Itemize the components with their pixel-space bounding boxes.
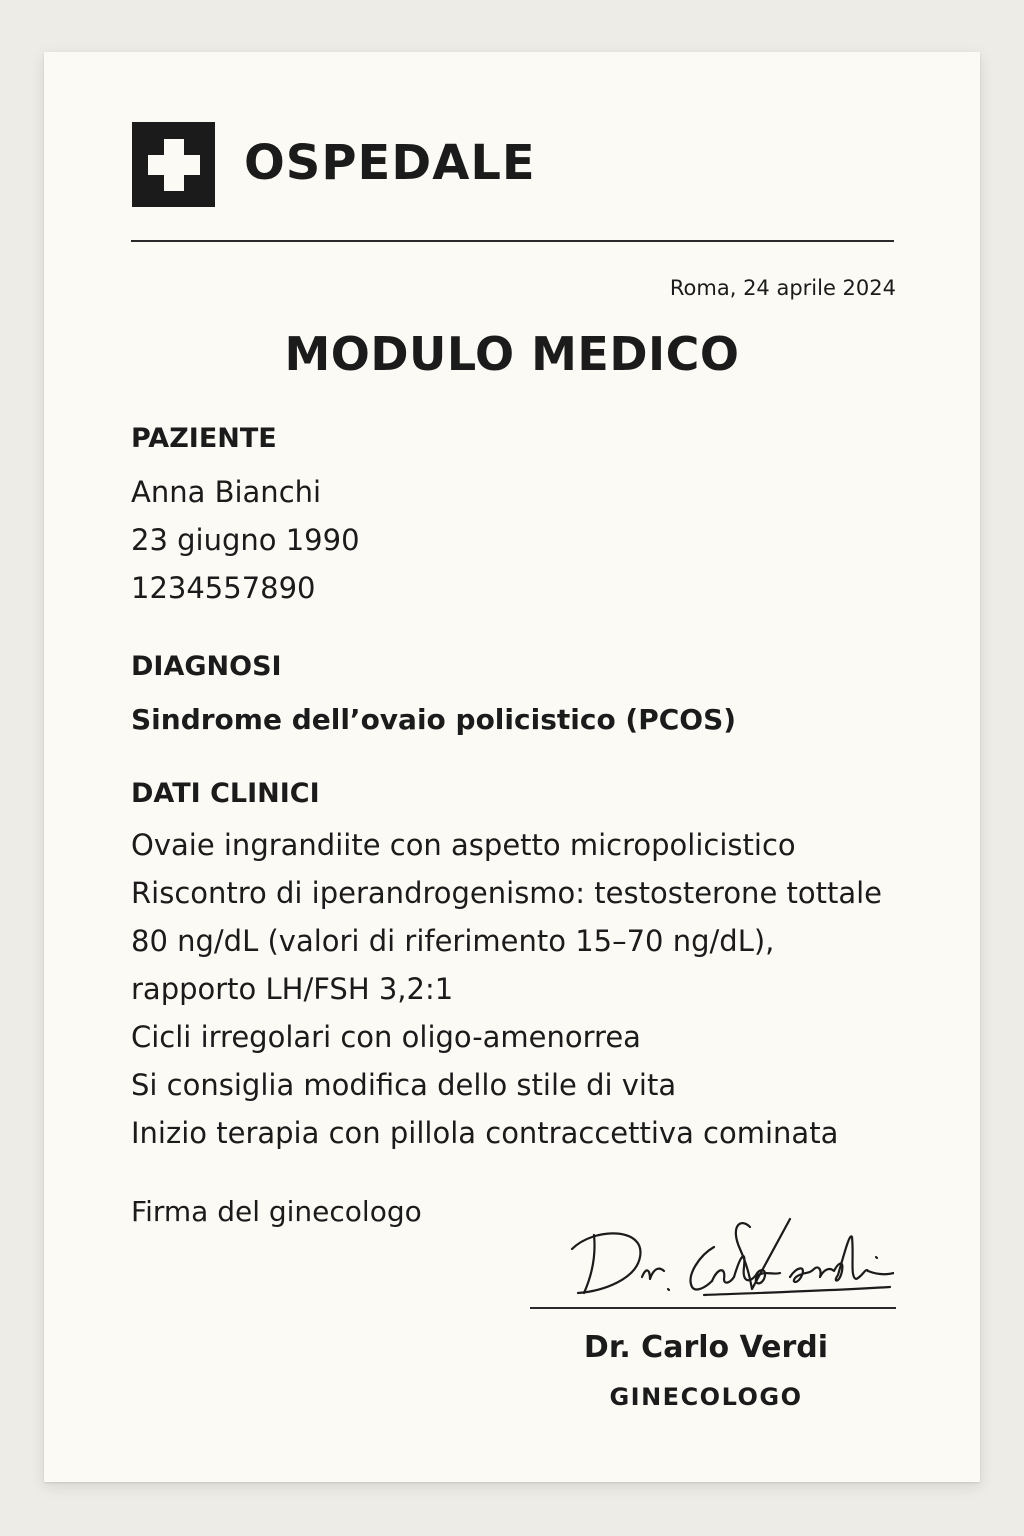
- clinical-data-list: [131, 821, 882, 1157]
- signature-label: Firma del ginecologo: [131, 1195, 422, 1228]
- diagnosis-text: Sindrome dell’ovaio policistico (PCOS): [131, 703, 737, 736]
- medical-form-sheet: [44, 52, 980, 1482]
- page-title: MODULO MEDICO: [284, 327, 740, 381]
- header-divider: [131, 240, 894, 242]
- place-date: Roma, 24 aprile 2024: [669, 276, 896, 300]
- signature-line: [530, 1307, 896, 1309]
- doctor-name: Dr. Carlo Verdi: [583, 1330, 829, 1365]
- clinical-line: Cicli irregolari con oligo-amenorrea: [131, 1020, 641, 1054]
- clinical-line: rapporto LH/FSH 3,2:1: [131, 972, 454, 1006]
- clinical-section-label: DATI CLINICI: [131, 778, 320, 809]
- clinical-line: Riscontro di iperandrogenismo: testosterone tottale: [131, 876, 883, 910]
- clinical-line: Si consiglia modifica dello stile di vita: [131, 1068, 677, 1102]
- hospital-name: OSPEDALE: [244, 135, 536, 191]
- hospital-cross-icon: [132, 122, 215, 207]
- clinical-line: Inizio terapia con pillola contraccettiva cominata: [131, 1116, 839, 1150]
- clinical-line: 80 ng/dL (valori di riferimento 15–70 ng/dL),: [131, 924, 775, 958]
- patient-section-label: PAZIENTE: [131, 423, 277, 454]
- patient-name: Anna Bianchi: [131, 475, 322, 509]
- patient-details: [131, 468, 360, 612]
- diagnosis-section-label: DIAGNOSI: [131, 651, 282, 682]
- patient-id: 1234557890: [131, 571, 316, 605]
- handwritten-signature: [554, 1197, 894, 1307]
- doctor-role: GINECOLOGO: [609, 1383, 803, 1411]
- patient-birth-date: 23 giugno 1990: [131, 523, 360, 557]
- clinical-line: Ovaie ingrandiite con aspetto micropolicistico: [131, 828, 796, 862]
